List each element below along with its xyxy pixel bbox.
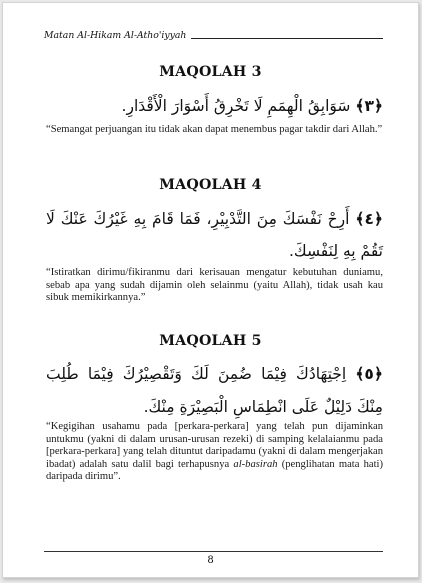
running-head-title: Matan Al-Hikam Al-Atho'iyyah [44,30,187,41]
running-head-rule [191,38,383,39]
translation-maqolah-4: “Istiratkan dirimu/fikiranmu dari kerisauan mengatur kebutuhan duniamu, sebab apa yang sudah dijamin oleh selainmu (yaitu Allah), tidak usah kau sibuk memikirkannya.” [46,267,383,304]
translation-text: “Kegigihan usahamu pada [perkara-perkara] yang telah pun dijaminkan untukmu (yakni di dalam urusan-urusan rezeki) di samping kelalaianmu pada [perkara-perkara] yang telah dituntut daripadamu (yakni di dalam mengerjakan ibadat) adalah satu dalil bagi terhapusnya [46,421,383,470]
section-heading-maqolah-5: MAQOLAH 5 [159,333,262,349]
arabic-verse-number: ﴿٣﴾ [355,97,383,115]
arabic-verse-number: ﴿٤﴾ [355,210,384,228]
footer-rule [44,551,383,552]
document-page [2,2,419,578]
arabic-text-maqolah-4 [46,203,383,267]
translation-term-italic: al-basirah [233,458,278,470]
section-heading-maqolah-4: MAQOLAH 4 [159,177,262,193]
arabic-text-maqolah-3 [46,93,383,119]
arabic-verse: اِجْتِهَادُكَ فِيْمَا ضُمِنَ لَكَ وَتَقْصِيْرُكَ فِيْمَا طُلِبَ مِنْكَ دَلِيْلٌ عَلَى انْطِمَاسِ الْبَصِيْرَةِ مِنْكَ. [46,365,383,416]
page-number: 8 [207,555,214,566]
translation-text-end: (penglihatan mata hati) daripada dirimu”. [46,458,383,483]
arabic-verse-number: ﴿٥﴾ [355,365,383,383]
translation-maqolah-5 [46,421,383,484]
running-head [44,30,383,41]
arabic-text-maqolah-5 [46,358,383,424]
translation-maqolah-3: “Semangat perjuangan itu tidak akan dapat menembus pagar takdir dari Allah.” [46,124,383,135]
arabic-verse: سَوَابِقُ الْهِمَمِ لَا تَخْرِقُ أَسْوَارَ الْأَقْدَارِ. [121,97,351,115]
section-heading-maqolah-3: MAQOLAH 3 [159,64,262,80]
arabic-verse: أَرِحْ نَفْسَكَ مِنَ التَّدْبِيْرِ، فَمَا قَامَ بِهِ غَيْرُكَ عَنْكَ لَا تَقُمْ بِهِ لِنَفْسِكَ. [46,210,383,260]
